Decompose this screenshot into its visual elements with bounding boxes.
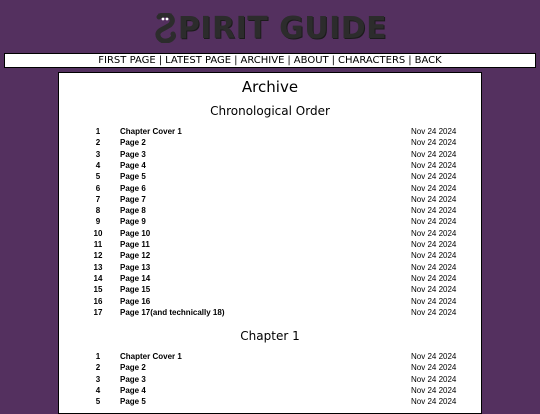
page-link[interactable]: Page 12: [120, 251, 151, 261]
site-logo[interactable]: [0, 8, 540, 48]
page-link[interactable]: Page 13: [120, 262, 151, 272]
row-number: 1: [95, 127, 101, 136]
archive-row: [59, 126, 481, 137]
page-link[interactable]: Chapter Cover 1: [120, 352, 182, 361]
row-date: Nov 24 2024: [411, 217, 457, 227]
page-link[interactable]: Page 11: [120, 240, 150, 249]
archive-row: [59, 228, 481, 239]
row-number: 12: [93, 251, 103, 261]
page-link[interactable]: Page 3: [120, 149, 146, 159]
nav-separator: |: [408, 55, 412, 66]
logo-text: PIRIT GUIDE: [177, 10, 388, 46]
archive-panel: [58, 72, 482, 414]
row-number: 13: [93, 262, 103, 272]
archive-row: [59, 160, 481, 171]
row-number: 11: [93, 240, 103, 249]
page-link[interactable]: Chapter Cover 1: [120, 127, 182, 136]
row-number: 1: [95, 352, 101, 361]
archive-row: [59, 262, 481, 273]
page-link[interactable]: Page 5: [120, 172, 146, 182]
row-number: 14: [93, 273, 103, 283]
row-date: Nov 24 2024: [411, 160, 457, 170]
page-link[interactable]: Page 2: [120, 138, 146, 148]
row-number: 2: [95, 138, 101, 148]
archive-row: [59, 296, 481, 307]
page-link[interactable]: Page 9: [120, 217, 146, 227]
nav-first-page[interactable]: FIRST PAGE: [98, 55, 156, 66]
archive-row: [59, 205, 481, 216]
nav-separator: |: [331, 55, 335, 66]
archive-row: [59, 171, 481, 182]
row-number: 8: [95, 206, 101, 216]
row-number: 3: [95, 374, 101, 384]
row-date: Nov 24 2024: [411, 206, 457, 216]
nav-about[interactable]: ABOUT: [293, 55, 329, 66]
page-link[interactable]: Page 4: [120, 160, 146, 170]
section-title: Chronological Order: [210, 104, 330, 118]
row-date: Nov 24 2024: [411, 127, 457, 136]
nav-characters[interactable]: CHARACTERS: [338, 55, 406, 66]
row-date: Nov 24 2024: [411, 138, 457, 148]
row-date: Nov 24 2024: [411, 397, 457, 407]
page-link[interactable]: Page 8: [120, 206, 146, 216]
row-number: 15: [93, 285, 103, 295]
archive-row: [59, 307, 481, 318]
row-date: Nov 24 2024: [411, 285, 457, 295]
nav-archive[interactable]: ARCHIVE: [240, 55, 285, 66]
row-number: 17: [93, 307, 103, 317]
archive-row: [59, 385, 481, 396]
row-number: 4: [95, 160, 101, 170]
row-date: Nov 24 2024: [411, 183, 457, 193]
row-date: Nov 24 2024: [411, 251, 457, 261]
row-number: 4: [95, 385, 101, 395]
ghost-s-icon: [153, 13, 177, 43]
archive-row: [59, 362, 481, 373]
nav-separator: |: [158, 55, 163, 66]
page-link[interactable]: Page 15: [120, 285, 151, 295]
row-date: Nov 24 2024: [411, 296, 457, 306]
row-date: Nov 24 2024: [411, 262, 457, 272]
row-number: 16: [93, 296, 103, 306]
archive-row: [59, 250, 481, 261]
nav-back[interactable]: BACK: [414, 55, 442, 66]
row-number: 10: [93, 228, 103, 238]
page-link[interactable]: Page 2: [120, 363, 146, 373]
row-number: 9: [95, 217, 101, 227]
row-number: 5: [95, 172, 101, 182]
archive-row: [59, 284, 481, 295]
row-date: Nov 24 2024: [411, 374, 457, 384]
row-date: Nov 24 2024: [411, 273, 457, 283]
archive-row: [59, 396, 481, 407]
row-date: Nov 24 2024: [411, 149, 457, 159]
row-number: 7: [95, 194, 101, 204]
archive-row: [59, 216, 481, 227]
nav-separator: |: [234, 55, 238, 66]
nav-latest-page[interactable]: LATEST PAGE: [165, 55, 232, 66]
archive-row: [59, 239, 481, 250]
archive-row: [59, 137, 481, 148]
archive-row: [59, 374, 481, 385]
page-link[interactable]: Page 7: [120, 194, 146, 204]
page-link[interactable]: Page 14: [120, 273, 151, 283]
archive-row: [59, 149, 481, 160]
row-number: 3: [95, 149, 101, 159]
archive-row: [59, 194, 481, 205]
page-link[interactable]: Page 6: [120, 183, 146, 193]
page-link[interactable]: Page 17(and technically 18): [120, 307, 225, 317]
row-date: Nov 24 2024: [411, 228, 457, 238]
row-date: Nov 24 2024: [411, 194, 457, 204]
row-date: Nov 24 2024: [411, 363, 457, 373]
page-link[interactable]: Page 16: [120, 296, 151, 306]
nav-bar: [4, 53, 536, 68]
page-title: Archive: [241, 78, 299, 96]
row-number: 6: [95, 183, 101, 193]
page-link[interactable]: Page 3: [120, 374, 146, 384]
archive-row: [59, 183, 481, 194]
row-date: Nov 24 2024: [411, 172, 457, 182]
row-date: Nov 24 2024: [411, 240, 457, 249]
archive-row: [59, 351, 481, 362]
row-number: 5: [95, 397, 101, 407]
row-number: 2: [95, 363, 101, 373]
row-date: Nov 24 2024: [411, 307, 457, 317]
row-date: Nov 24 2024: [411, 352, 457, 361]
page-link[interactable]: Page 10: [120, 228, 151, 238]
section-title: Chapter 1: [240, 329, 300, 343]
archive-row: [59, 273, 481, 284]
nav-separator: |: [287, 55, 291, 66]
row-date: Nov 24 2024: [411, 385, 457, 395]
page-link[interactable]: Page 4: [120, 385, 146, 395]
page-link[interactable]: Page 5: [120, 397, 146, 407]
